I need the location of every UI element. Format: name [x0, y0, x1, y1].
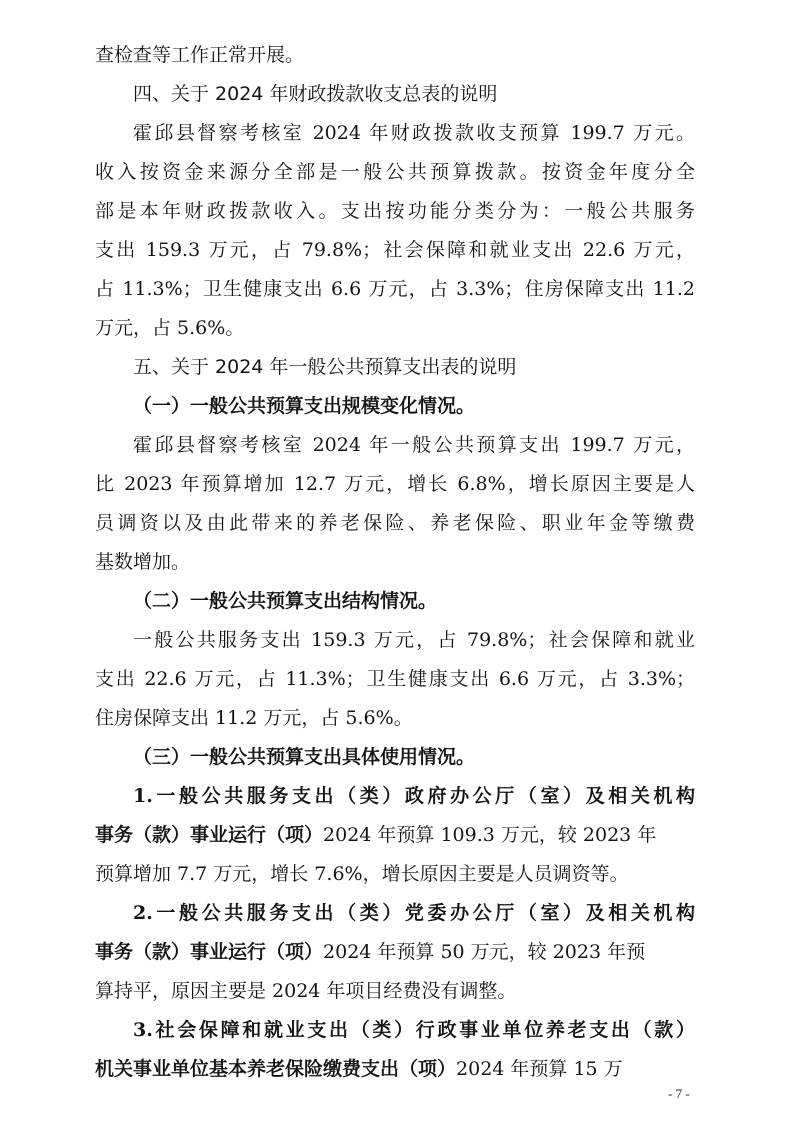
item-2-text: 2024 年预算 50 万元，较 2023 年预: [323, 941, 646, 963]
item-heading-1: 1.一般公共服务支出（类）政府办公厅（室）及相关机构: [133, 785, 695, 807]
paragraph-line: 员调资以及由此带来的养老保险、养老保险、职业年金等缴费: [95, 512, 695, 534]
item-heading-1-continued: 事务（款）事业运行（项）: [95, 824, 324, 846]
paragraph-line: 收入按资金来源分全部是一般公共预算拨款。按资金年度分全: [95, 161, 695, 183]
subsection-heading-2: （二）一般公共预算支出结构情况。: [133, 590, 438, 612]
paragraph-line: [95, 818, 695, 852]
paragraph-line: 霍邱县督察考核室 2024 年一般公共预算支出 199.7 万元，: [133, 434, 695, 456]
paragraph-line: 支出 22.6 万元，占 11.3%；卫生健康支出 6.6 万元，占 3.3%；: [95, 668, 695, 690]
paragraph-line: 万元，占 5.6%。: [95, 317, 245, 339]
paragraph-line: 基数增加。: [95, 551, 191, 573]
item-1-text: 2024 年预算 109.3 万元，较 2023 年: [323, 824, 657, 846]
paragraph-line: 住房保障支出 11.2 万元，占 5.6%。: [95, 707, 413, 729]
item-heading-2: 2.一般公共服务支出（类）党委办公厅（室）及相关机构: [133, 902, 695, 924]
item-heading-3-continued: 机关事业单位基本养老保险缴费支出（项）: [95, 1058, 457, 1080]
paragraph-line: 比 2023 年预算增加 12.7 万元，增长 6.8%，增长原因主要是人: [95, 473, 695, 495]
section-heading-4: 四、关于 2024 年财政拨款收支总表的说明: [133, 83, 498, 105]
section-heading-5: 五、关于 2024 年一般公共预算支出表的说明: [133, 356, 517, 378]
paragraph-line: 查检查等工作正常开展。: [95, 44, 305, 66]
paragraph-line: 部是本年财政拨款收入。支出按功能分类分为：一般公共服务: [95, 200, 695, 222]
item-heading-3: 3.社会保障和就业支出（类）行政事业单位养老支出（款）: [133, 1019, 695, 1041]
subsection-heading-3: （三）一般公共预算支出具体使用情况。: [133, 746, 476, 768]
paragraph-line: 占 11.3%；卫生健康支出 6.6 万元，占 3.3%；住房保障支出 11.2: [95, 278, 695, 300]
paragraph-line: 预算增加 7.7 万元，增长 7.6%，增长原因主要是人员调资等。: [95, 863, 629, 885]
paragraph-line: [95, 1052, 695, 1086]
item-3-text: 2024 年预算 15 万: [456, 1058, 623, 1080]
paragraph-line: 霍邱县督察考核室 2024 年财政拨款收支预算 199.7 万元。: [133, 122, 695, 144]
paragraph-line: 一般公共服务支出 159.3 万元，占 79.8%；社会保障和就业: [133, 629, 695, 651]
paragraph-line: [95, 935, 695, 969]
item-heading-2-continued: 事务（款）事业运行（项）: [95, 941, 324, 963]
paragraph-line: 算持平，原因主要是 2024 年项目经费没有调整。: [95, 980, 517, 1002]
paragraph-line: 支出 159.3 万元，占 79.8%；社会保障和就业支出 22.6 万元，: [95, 239, 695, 261]
subsection-heading-1: （一）一般公共预算支出规模变化情况。: [133, 395, 476, 417]
page-number: - 7 -: [668, 1086, 690, 1101]
